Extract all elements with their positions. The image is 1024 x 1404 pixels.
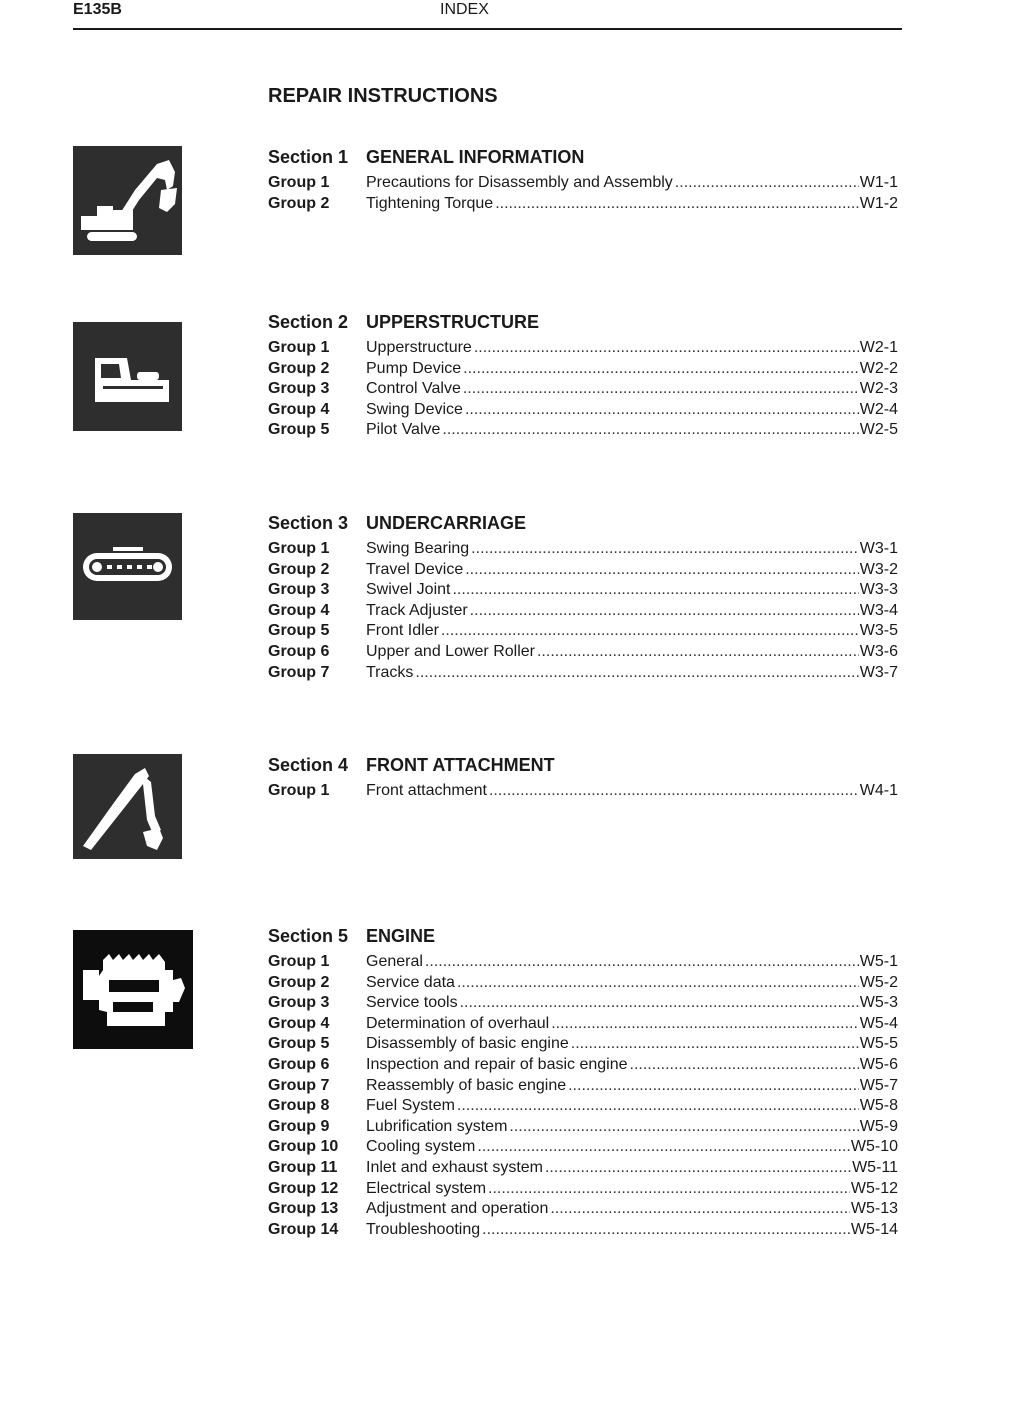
page-ref: W5-6 [859, 1055, 898, 1073]
group-label: Group 1 [268, 174, 330, 191]
toc-row[interactable] [268, 642, 898, 663]
page-ref: W5-10 [850, 1138, 898, 1156]
toc-row[interactable] [268, 1076, 898, 1097]
group-title: Disassembly of basic engine [366, 1035, 569, 1053]
group-title: Cooling system [366, 1138, 476, 1156]
page-ref: W3-7 [859, 663, 898, 681]
toc-row[interactable] [268, 1179, 898, 1200]
group-label: Group 1 [268, 953, 330, 970]
toc-row[interactable] [268, 1199, 898, 1220]
group-label: Group 2 [268, 194, 330, 212]
group-title: Swing Device [366, 400, 463, 418]
group-title: Swing Bearing [366, 540, 470, 557]
group-title: Service data [366, 973, 455, 991]
toc-row[interactable] [268, 663, 898, 684]
group-title: Tracks [366, 663, 414, 681]
group-label: Group 12 [268, 1179, 339, 1197]
page-ref: W2-5 [859, 421, 898, 439]
toc-row[interactable] [268, 379, 898, 400]
section-number: Section 2 [268, 312, 349, 332]
group-title: Determination of overhaul [366, 1014, 550, 1032]
group-label: Group 10 [268, 1138, 339, 1156]
excavator-icon [73, 146, 182, 255]
page-ref: W2-3 [859, 380, 898, 398]
page-ref: W2-1 [859, 339, 898, 356]
page-ref: W3-4 [859, 601, 898, 619]
toc-row[interactable] [268, 420, 898, 441]
page-ref: W2-2 [859, 359, 898, 377]
header-title: INDEX [440, 1, 489, 18]
toc-row[interactable] [268, 601, 898, 622]
header-model: E135B [73, 1, 122, 18]
group-label: Group 5 [268, 622, 330, 640]
group-title: Front attachment [366, 782, 487, 799]
group-title: Troubleshooting [366, 1220, 481, 1238]
group-title: Precautions for Disassembly and Assembly [366, 174, 673, 191]
group-label: Group 3 [268, 581, 330, 599]
page-ref: W5-4 [859, 1014, 898, 1032]
toc-row[interactable] [268, 560, 898, 581]
group-label: Group 8 [268, 1097, 330, 1115]
upperstructure-icon [73, 322, 182, 431]
page-ref: W5-1 [859, 953, 898, 970]
header-rule [73, 28, 902, 30]
page-ref: W5-14 [850, 1220, 898, 1238]
toc-row[interactable] [268, 359, 898, 380]
group-title: Fuel System [366, 1097, 455, 1115]
section-title: ENGINE [366, 926, 436, 946]
group-label: Group 14 [268, 1220, 339, 1238]
group-title: Swivel Joint [366, 581, 451, 599]
group-title: Inlet and exhaust system [366, 1158, 543, 1176]
page-ref: W5-2 [859, 973, 898, 991]
group-label: Group 3 [268, 994, 330, 1012]
section-title: UPPERSTRUCTURE [366, 312, 540, 332]
front-attachment-icon [73, 754, 182, 859]
group-title: Lubrification system [366, 1117, 508, 1135]
group-label: Group 3 [268, 380, 330, 398]
toc-row[interactable] [268, 400, 898, 421]
toc-row[interactable] [268, 173, 898, 194]
page-title: REPAIR INSTRUCTIONS [268, 85, 498, 107]
group-label: Group 6 [268, 1055, 330, 1073]
group-label: Group 1 [268, 540, 330, 557]
page-ref: W5-12 [850, 1179, 898, 1197]
section-1 [268, 147, 898, 214]
group-title: Travel Device [366, 560, 464, 578]
toc-row[interactable] [268, 952, 898, 973]
group-label: Group 13 [268, 1200, 339, 1218]
section-number: Section 5 [268, 926, 349, 946]
page-ref: W5-11 [852, 1158, 898, 1176]
page-ref: W5-5 [859, 1035, 898, 1053]
toc-row[interactable] [268, 539, 898, 560]
engine-icon [73, 930, 193, 1049]
section-2 [268, 312, 898, 441]
group-label: Group 2 [268, 560, 330, 578]
group-label: Group 6 [268, 642, 330, 660]
group-label: Group 11 [268, 1158, 338, 1176]
toc-row[interactable] [268, 338, 898, 359]
group-title: Upper and Lower Roller [366, 642, 535, 660]
page-ref: W3-5 [859, 622, 898, 640]
page-ref: W1-2 [859, 194, 898, 212]
section-5 [268, 926, 898, 1240]
toc-row[interactable] [268, 1220, 898, 1241]
toc-row[interactable] [268, 993, 898, 1014]
page-ref: W2-4 [859, 400, 898, 418]
group-label: Group 5 [268, 421, 330, 439]
page-ref: W3-1 [859, 540, 898, 557]
group-title: Control Valve [366, 380, 461, 398]
group-label: Group 9 [268, 1117, 330, 1135]
toc-row[interactable] [268, 580, 898, 601]
group-title: Pilot Valve [366, 421, 441, 439]
group-title: Front Idler [366, 622, 439, 640]
toc-row[interactable] [268, 1014, 898, 1035]
section-number: Section 3 [268, 513, 349, 533]
page-ref: W4-1 [859, 782, 898, 799]
section-title: FRONT ATTACHMENT [366, 755, 555, 775]
group-label: Group 4 [268, 1014, 330, 1032]
group-title: Service tools [366, 994, 458, 1012]
page-ref: W5-13 [850, 1200, 898, 1218]
section-4 [268, 755, 898, 802]
page-ref: W5-3 [859, 994, 898, 1012]
group-title: General [366, 953, 423, 970]
group-title: Pump Device [366, 359, 462, 377]
group-label: Group 4 [268, 601, 330, 619]
page-ref: W3-2 [859, 560, 898, 578]
page-ref: W3-6 [859, 642, 898, 660]
toc-row[interactable] [268, 194, 898, 215]
group-label: Group 1 [268, 339, 330, 356]
group-label: Group 2 [268, 359, 330, 377]
toc-row[interactable] [268, 621, 898, 642]
toc-row[interactable] [268, 1158, 898, 1179]
group-label: Group 7 [268, 1076, 330, 1094]
group-label: Group 1 [268, 782, 330, 799]
group-title: Track Adjuster [366, 601, 468, 619]
section-number: Section 4 [268, 755, 349, 775]
undercarriage-track-icon [73, 513, 182, 620]
section-title: GENERAL INFORMATION [366, 147, 585, 167]
toc-row[interactable] [268, 1117, 898, 1138]
page-ref: W3-3 [859, 581, 898, 599]
toc-row[interactable] [268, 1034, 898, 1055]
toc-row[interactable] [268, 1137, 898, 1158]
group-title: Reassembly of basic engine [366, 1076, 567, 1094]
toc-row[interactable] [268, 1096, 898, 1117]
page-ref: W1-1 [859, 174, 898, 191]
toc-row[interactable] [268, 781, 898, 802]
section-number: Section 1 [268, 147, 349, 167]
page-ref: W5-7 [859, 1076, 898, 1094]
group-label: Group 2 [268, 973, 330, 991]
section-3 [268, 513, 898, 683]
group-label: Group 5 [268, 1035, 330, 1053]
section-title: UNDERCARRIAGE [366, 513, 527, 533]
toc-row[interactable] [268, 1055, 898, 1076]
group-title: Tightening Torque [366, 194, 494, 212]
group-title: Electrical system [366, 1179, 487, 1197]
group-title: Inspection and repair of basic engine [366, 1055, 628, 1073]
group-title: Adjustment and operation [366, 1200, 549, 1218]
toc-row[interactable] [268, 973, 898, 994]
page-ref: W5-8 [859, 1097, 898, 1115]
group-label: Group 7 [268, 663, 330, 681]
group-title: Upperstructure [366, 339, 472, 356]
group-label: Group 4 [268, 400, 330, 418]
page-ref: W5-9 [859, 1117, 898, 1135]
